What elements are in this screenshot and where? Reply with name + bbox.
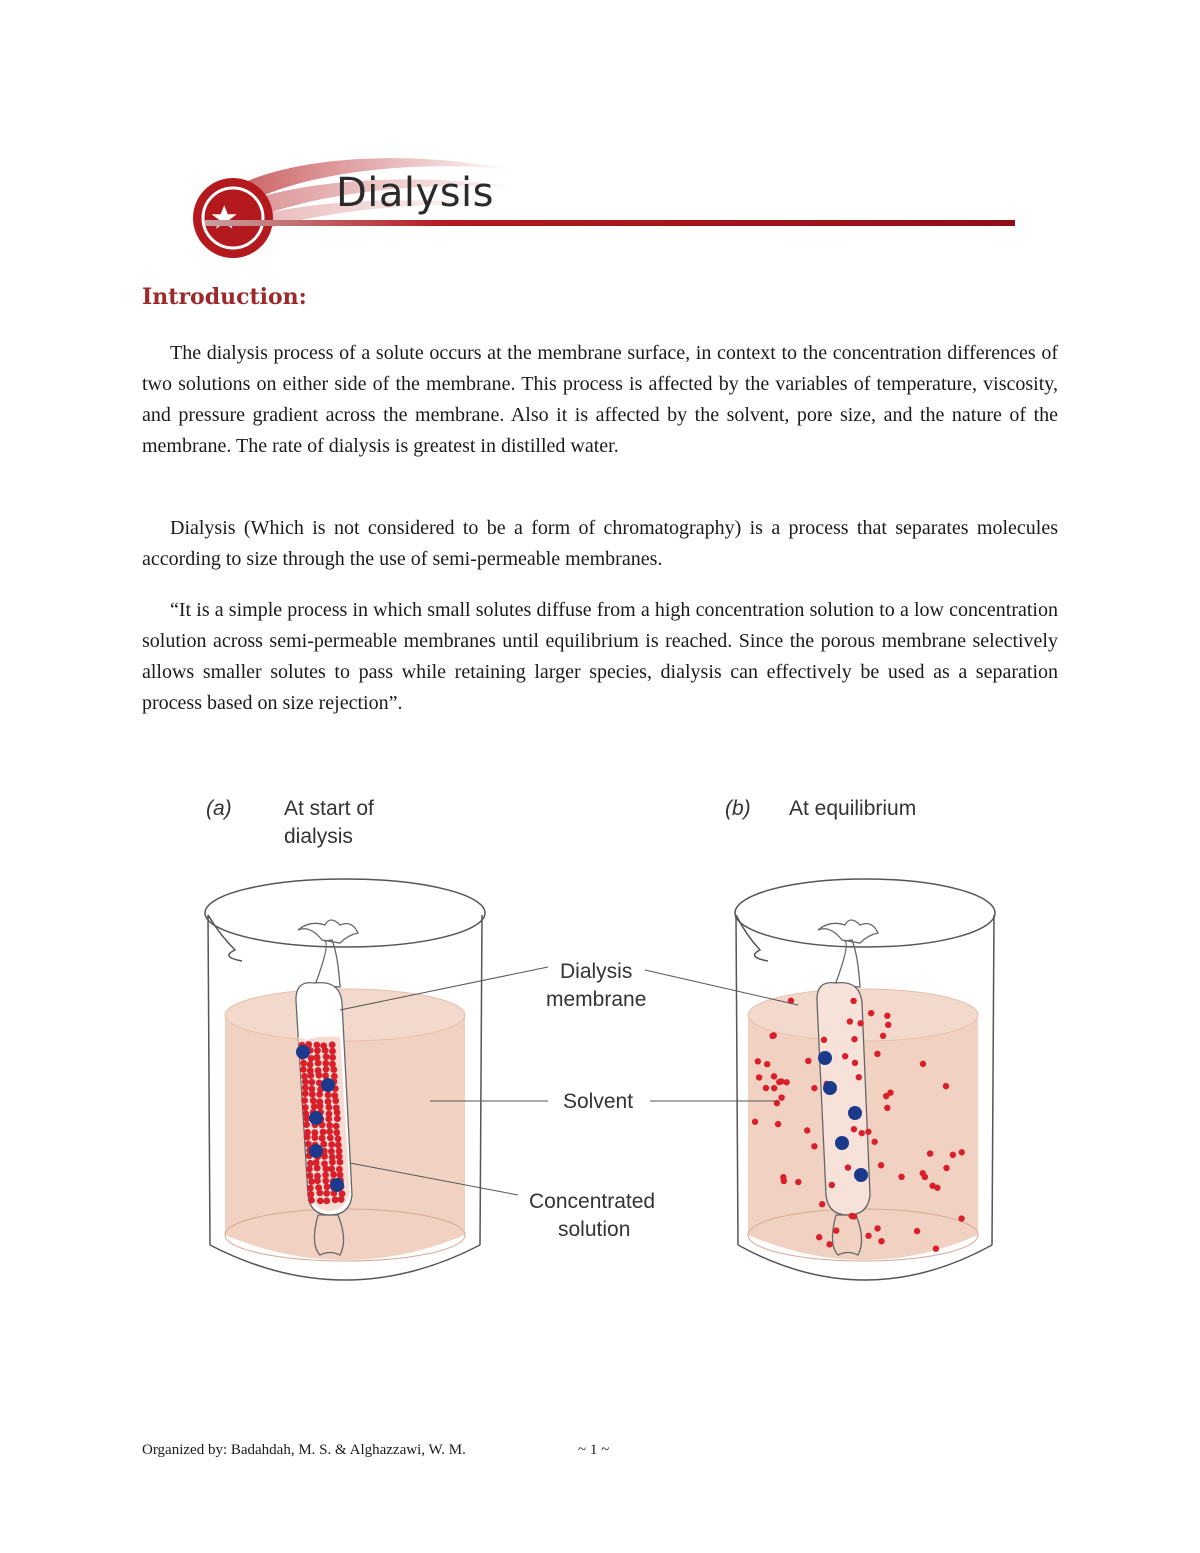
small-solute-dot <box>335 1135 342 1142</box>
small-solute-dot <box>307 1061 314 1068</box>
panel-b-caption: At equilibrium <box>789 797 917 820</box>
small-solute-dot <box>752 1119 758 1125</box>
small-solute-dot <box>337 1159 344 1166</box>
panel-a-letter: (a) <box>206 797 232 820</box>
label-membrane-line2: membrane <box>546 988 647 1011</box>
small-solute-dot <box>328 1148 335 1155</box>
small-solute-dot <box>859 1130 865 1136</box>
small-solute-dot <box>816 1234 822 1240</box>
page-title: Dialysis <box>336 170 495 216</box>
small-solute-dot <box>943 1165 949 1171</box>
small-solute-dot <box>330 1066 337 1073</box>
small-solute-dot <box>950 1152 956 1158</box>
small-solute-dot <box>314 1165 321 1172</box>
small-solute-dot <box>887 1089 893 1095</box>
small-solute-dot <box>884 1105 890 1111</box>
small-solute-dot <box>805 1058 811 1064</box>
large-solute-dot <box>848 1106 862 1120</box>
small-solute-dot <box>329 1041 336 1048</box>
small-solute-dot <box>317 1197 324 1204</box>
small-solute-dot <box>833 1227 839 1233</box>
large-solute-dot <box>296 1045 310 1059</box>
small-solute-dot <box>330 1171 337 1178</box>
small-solute-dot <box>326 1128 333 1135</box>
small-solute-dot <box>303 1121 310 1128</box>
small-solute-dot <box>332 1196 339 1203</box>
header-banner <box>185 140 1025 260</box>
small-solute-dot <box>914 1228 920 1234</box>
small-solute-dot <box>852 1060 858 1066</box>
small-solute-dot <box>314 1177 321 1184</box>
small-solute-dot <box>776 1079 782 1085</box>
footer-organized-by: Organized by: Badahdah, M. S. & Alghazzawi, W. M. <box>142 1442 466 1458</box>
small-solute-dot <box>311 1134 318 1141</box>
small-solute-dot <box>325 1092 332 1099</box>
small-solute-dot <box>323 1066 330 1073</box>
small-solute-dot <box>934 1185 940 1191</box>
small-solute-dot <box>304 1134 311 1141</box>
small-solute-dot <box>856 1074 862 1080</box>
small-solute-dot <box>307 1072 314 1079</box>
small-solute-dot <box>771 1085 777 1091</box>
panel-a-caption-line2: dialysis <box>284 825 353 848</box>
small-solute-dot <box>319 1135 326 1142</box>
small-solute-dot <box>778 1094 784 1100</box>
small-solute-dot <box>898 1174 904 1180</box>
small-solute-dot <box>933 1246 939 1252</box>
small-solute-dot <box>314 1054 321 1061</box>
small-solute-dot <box>309 1091 316 1098</box>
large-solute-dot <box>330 1178 344 1192</box>
small-solute-dot <box>865 1129 871 1135</box>
small-solute-dot <box>338 1196 345 1203</box>
intro-paragraph-1: The dialysis process of a solute occurs at the membrane surface, in context to the concentration differences of two solutions on either side of the membrane. This process is affected by the variables of temperature, viscosity, and pressure gradient across the membrane. Also it is affected by the solvent, pore size, and the nature of the membrane. The rate of dialysis is greatest in distilled water. <box>142 342 1058 457</box>
large-solute-dot <box>309 1144 323 1158</box>
small-solute-dot <box>880 1033 886 1039</box>
small-solute-dot <box>826 1241 832 1247</box>
small-solute-dot <box>845 1164 851 1170</box>
small-solute-dot <box>322 1060 329 1067</box>
small-solute-dot <box>334 1109 341 1116</box>
small-solute-dot <box>302 1078 309 1085</box>
small-solute-dot <box>332 1097 339 1104</box>
small-solute-dot <box>323 1197 330 1204</box>
small-solute-dot <box>885 1022 891 1028</box>
small-solute-dot <box>871 1139 877 1145</box>
small-solute-dot <box>326 1104 333 1111</box>
small-solute-dot <box>315 1060 322 1067</box>
small-solute-dot <box>306 1166 313 1173</box>
small-solute-dot <box>336 1166 343 1173</box>
small-solute-dot <box>329 1159 336 1166</box>
small-solute-dot <box>769 1033 775 1039</box>
small-solute-dot <box>322 1178 329 1185</box>
small-solute-dot <box>328 1165 335 1172</box>
small-solute-dot <box>307 1160 314 1167</box>
small-solute-dot <box>300 1066 307 1073</box>
small-solute-dot <box>795 1179 801 1185</box>
beaker-a <box>205 879 485 1280</box>
large-solute-dot <box>309 1111 323 1125</box>
small-solute-dot <box>329 1048 336 1055</box>
large-solute-dot <box>321 1078 335 1092</box>
large-solute-dot <box>835 1136 849 1150</box>
label-solvent: Solvent <box>563 1090 634 1113</box>
small-solute-dot <box>874 1225 880 1231</box>
small-solute-dot <box>308 1178 315 1185</box>
small-solute-dot <box>302 1084 309 1091</box>
small-solute-dot <box>323 1053 330 1060</box>
small-solute-dot <box>804 1127 810 1133</box>
small-solute-dot <box>851 1213 857 1219</box>
small-solute-dot <box>756 1074 762 1080</box>
small-solute-dot <box>868 1010 874 1016</box>
intro-paragraph-2: Dialysis (Which is not considered to be a form of chromatography) is a process that separates molecules according to size through the use of semi-permeable membranes. <box>142 517 1058 570</box>
small-solute-dot <box>320 1129 327 1136</box>
small-solute-dot <box>920 1061 926 1067</box>
panel-b-letter: (b) <box>725 797 751 820</box>
small-solute-dot <box>325 1116 332 1123</box>
dialysis-figure <box>180 775 1030 1295</box>
small-solute-dot <box>322 1047 329 1054</box>
beaker-b <box>735 879 995 1280</box>
panel-a-caption-line1: At start of <box>284 797 374 820</box>
small-solute-dot <box>878 1162 884 1168</box>
small-solute-dot <box>958 1215 964 1221</box>
header-rule <box>205 220 1015 226</box>
small-solute-dot <box>301 1097 308 1104</box>
small-solute-dot <box>821 1037 827 1043</box>
small-solute-dot <box>327 1134 334 1141</box>
small-solute-dot <box>780 1174 786 1180</box>
small-solute-dot <box>328 1141 335 1148</box>
small-solute-dot <box>333 1129 340 1136</box>
label-concentrated-line1: Concentrated <box>529 1190 656 1213</box>
large-solute-dot <box>854 1168 868 1182</box>
small-solute-dot <box>850 998 856 1004</box>
small-solute-dot <box>310 1097 317 1104</box>
small-solute-dot <box>302 1090 309 1097</box>
small-solute-dot <box>329 1054 336 1061</box>
small-solute-dot <box>819 1201 825 1207</box>
small-solute-dot <box>335 1142 342 1149</box>
small-solute-dot <box>959 1149 965 1155</box>
small-solute-dot <box>829 1182 835 1188</box>
label-membrane-line1: Dialysis <box>560 960 633 983</box>
small-solute-dot <box>325 1098 332 1105</box>
small-solute-dot <box>857 1020 863 1026</box>
small-solute-dot <box>316 1091 323 1098</box>
small-solute-dot <box>755 1058 761 1064</box>
small-solute-dot <box>811 1085 817 1091</box>
small-solute-dot <box>334 1115 341 1122</box>
small-solute-dot <box>308 1079 315 1086</box>
small-solute-dot <box>842 1053 848 1059</box>
small-solute-dot <box>851 1036 857 1042</box>
small-solute-dot <box>317 1103 324 1110</box>
small-solute-dot <box>884 1013 890 1019</box>
small-solute-dot <box>333 1123 340 1130</box>
small-solute-dot <box>763 1085 769 1091</box>
small-solute-dot <box>865 1233 871 1239</box>
intro-paragraph-3: “It is a simple process in which small solutes diffuse from a high concentration solution to a low concentration solution across semi-permeable membranes until equilibrium is reached. Since the porous membrane selectively allows smaller solutes to pass while retaining larger species, dialysis can effectively be used as a separation process based on size rejection”. <box>142 599 1058 714</box>
small-solute-dot <box>874 1051 880 1057</box>
label-concentrated-line2: solution <box>558 1218 631 1241</box>
small-solute-dot <box>851 1126 857 1132</box>
small-solute-dot <box>920 1170 926 1176</box>
large-solute-dot <box>823 1081 837 1095</box>
small-solute-dot <box>314 1047 321 1054</box>
small-solute-dot <box>324 1183 331 1190</box>
small-solute-dot <box>308 1197 315 1204</box>
small-solute-dot <box>847 1018 853 1024</box>
small-solute-dot <box>323 1190 330 1197</box>
small-solute-dot <box>783 1079 789 1085</box>
small-solute-dot <box>307 1191 314 1198</box>
small-solute-dot <box>811 1143 817 1149</box>
small-solute-dot <box>316 1072 323 1079</box>
small-solute-dot <box>322 1172 329 1179</box>
large-solute-dot <box>818 1051 832 1065</box>
small-solute-dot <box>927 1150 933 1156</box>
small-solute-dot <box>300 1060 307 1067</box>
small-solute-dot <box>306 1172 313 1179</box>
small-solute-dot <box>775 1121 781 1127</box>
small-solute-dot <box>326 1122 333 1129</box>
small-solute-dot <box>302 1104 309 1111</box>
small-solute-dot <box>764 1061 770 1067</box>
small-solute-dot <box>308 1055 315 1062</box>
introduction-heading: Introduction: <box>142 284 307 310</box>
footer-page-number: ~ 1 ~ <box>578 1442 610 1458</box>
small-solute-dot <box>943 1083 949 1089</box>
small-solute-dot <box>771 1073 777 1079</box>
small-solute-dot <box>316 1189 323 1196</box>
small-solute-dot <box>307 1185 314 1192</box>
small-solute-dot <box>878 1238 884 1244</box>
